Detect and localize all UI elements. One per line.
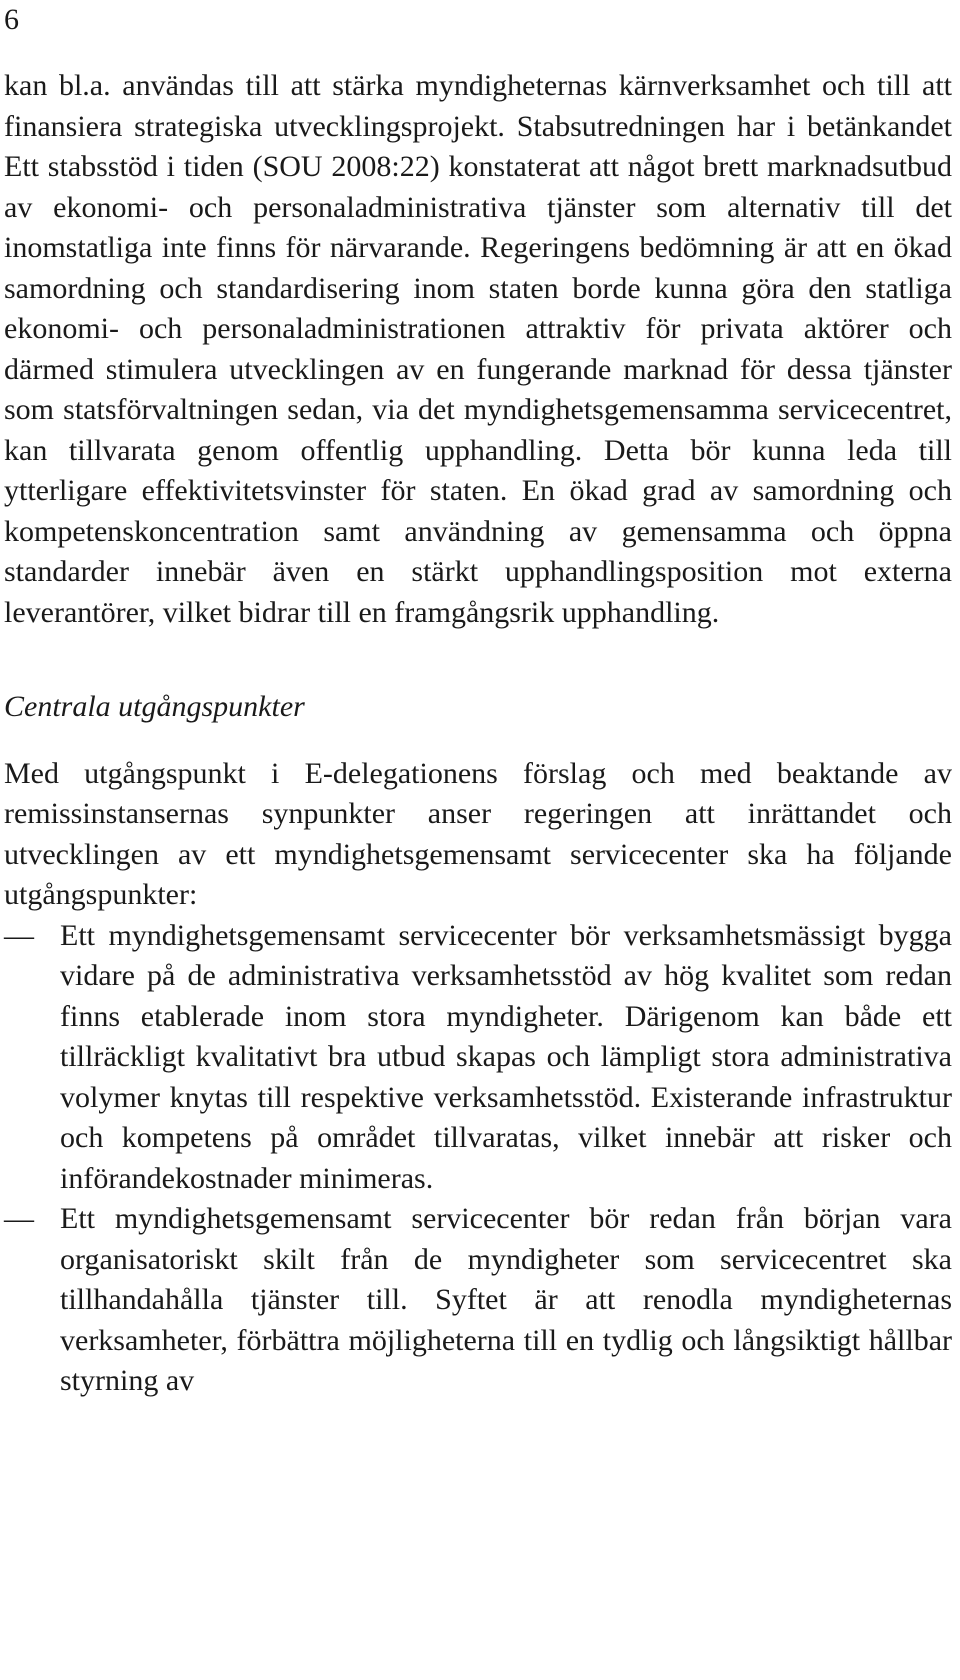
list-item [4,916,952,1200]
list-item-text: Ett myndighetsgemensamt servicecenter bör verksamhetsmässigt bygga vidare på de administrativa verksamhetsstöd av hög kvalitet som redan finns etablerade inom stora myndigheter. Därigenom kan både ett tillräckligt kvalitativt bra utbud skapas och lämpligt stora administrativa volymer knytas till respektive verksamhetsstöd. Existerande infrastruktur och kompetens på området tillvaratas, vilket innebär att risker och införandekostnader minimeras. [60,918,952,1195]
dash-bullet: — [4,918,34,952]
dash-list [4,916,952,1402]
dash-bullet: — [4,1202,34,1235]
page-number: 6 [4,3,19,36]
document-body [4,66,952,1402]
body-paragraph-2: Med utgångspunkt i E-delegationens förslag och med beaktande av remissinstansernas synpunkter anser regeringen att inrättandet och utvecklingen av ett myndighetsgemensamt servicecenter ska ha följande utgångspunkter: [4,756,952,911]
list-item-text: Ett myndighetsgemensamt servicecenter bör redan från början vara organisatoriskt skilt från de myndigheter som servicecentret ska tillhandahålla tjänster till. Syftet är att renodla myndigheternas verksamheter, förbättra möjligheterna till en tydlig och långsiktigt hållbar styrning av [60,1202,952,1397]
list-item [4,1199,952,1402]
section-heading: Centrala utgångspunkter [4,690,305,723]
body-paragraph-1: kan bl.a. användas till att stärka myndigheternas kärnverksamhet och till att finansiera strategiska utvecklingsprojekt. Stabsutredningen har i betänkandet Ett stabsstöd i tiden (SOU 2008:22) konstaterat att något brett marknadsutbud av ekonomi- och personaladministrativa tjänster som alternativ till det inomstatliga inte finns för närvarande. Regeringens bedömning är att en ökad samordning och standardisering inom staten borde kunna göra den statliga ekonomi- och personaladministrationen attraktiv för privata aktörer och därmed stimulera utvecklingen av en fungerande marknad för dessa tjänster som statsförvaltningen sedan, via det myndighetsgemensamma servicecentret, kan tillvarata genom offentlig upphandling. Detta bör kunna leda till ytterligare effektivitetsvinster för staten. En ökad grad av samordning och kompetenskoncentration samt användning av gemensamma och öppna standarder innebär även en stärkt upphandlingsposition mot externa leverantörer, vilket bidrar till en framgångsrik upphandling. [4,69,952,629]
